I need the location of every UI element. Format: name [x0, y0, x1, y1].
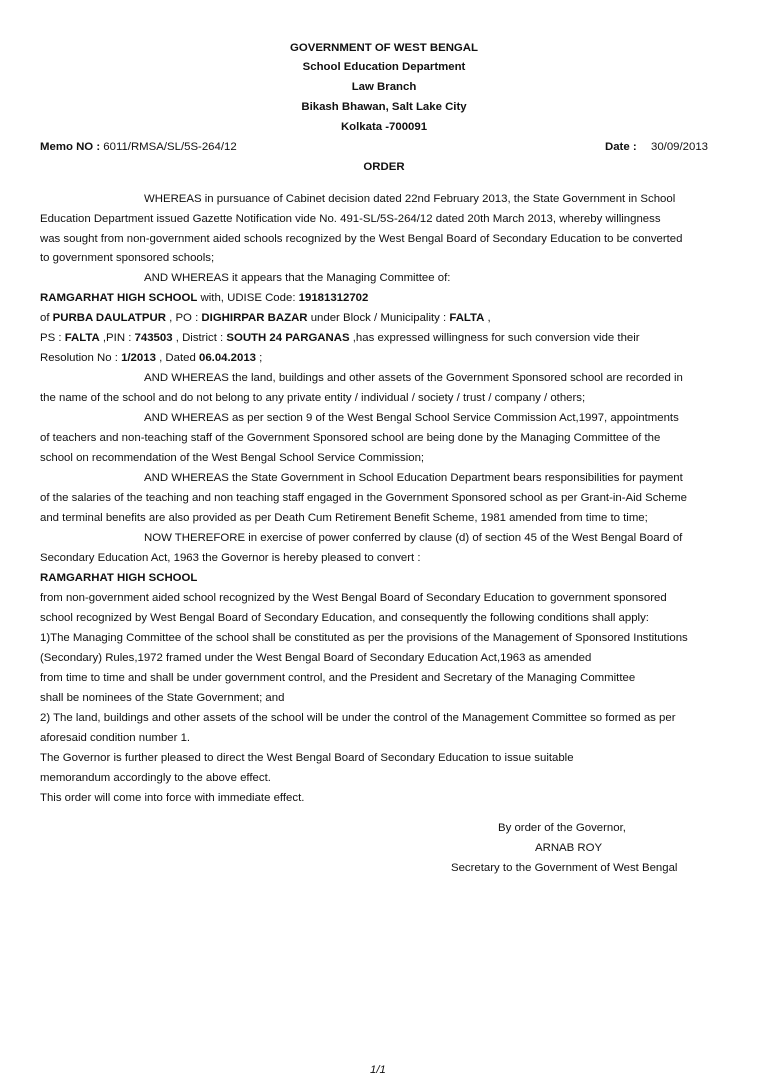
condition2-line1: 2) The land, buildings and other assets of the school will be under the control of the Management Committee so formed as per	[40, 712, 676, 724]
para5-line2: of the salaries of the teaching and non teaching staff engaged in the Government Sponsored school as per Grant-in-Aid Scheme	[40, 492, 687, 504]
pin-code: 743503	[134, 332, 173, 344]
block: FALTA	[449, 312, 485, 324]
header-branch: Law Branch	[351, 81, 417, 93]
resolution-number: 1/2013	[121, 352, 156, 364]
post-office: DIGHIRPAR BAZAR	[201, 312, 308, 324]
para5-line3: and terminal benefits are also provided as per Death Cum Retirement Benefit Scheme, 1981 amended from time to time;	[40, 512, 648, 524]
school-name: RAMGARHAT HIGH SCHOOL	[40, 292, 198, 304]
district-label: , District :	[175, 332, 224, 344]
governor-direction-line1: The Governor is further pleased to direct the West Bengal Board of Secondary Education to issue suitable	[40, 752, 574, 764]
para6-school-name: RAMGARHAT HIGH SCHOOL	[40, 572, 198, 584]
udise-label: with, UDISE Code:	[197, 292, 296, 304]
para1-line3: was sought from non-government aided schools recognized by the West Bengal Board of Secondary Education to be converted	[40, 233, 683, 245]
memo-date: 30/09/2013	[651, 141, 709, 153]
header-government: GOVERNMENT OF WEST BENGAL	[290, 42, 478, 54]
para4-line3: school on recommendation of the West Bengal School Service Commission;	[40, 452, 425, 464]
condition1-line2: (Secondary) Rules,1972 framed under the West Bengal Board of Secondary Education Act,1963 as amended	[40, 652, 592, 664]
para1-line2: Education Department issued Gazette Notification vide No. 491-SL/5S-264/12 dated 20th March 2013, whereby willingness	[40, 213, 661, 225]
para6-line2: Secondary Education Act, 1963 the Governor is hereby pleased to convert :	[40, 552, 421, 564]
page-number: 1/1	[370, 1064, 386, 1076]
pin-label: ,PIN :	[102, 332, 132, 344]
para4-line1: AND WHEREAS as per section 9 of the West Bengal School Service Commission Act,1997, appointments	[144, 412, 679, 424]
block-label: under Block / Municipality :	[310, 312, 447, 324]
para6-line3: from non-government aided school recognized by the West Bengal Board of Secondary Education to government sponsored	[40, 592, 667, 604]
condition1-line1: 1)The Managing Committee of the school shall be constituted as per the provisions of the Management of Sponsored Institutions	[40, 632, 688, 644]
para2-resolution-line	[40, 351, 262, 365]
effect-line: This order will come into force with immediate effect.	[40, 792, 305, 804]
village: PURBA DAULATPUR	[52, 312, 166, 324]
ps-label: PS :	[40, 332, 62, 344]
of-label: of	[40, 312, 50, 324]
memo-number: 6011/RMSA/SL/5S-264/12	[103, 141, 237, 153]
memo-label: Memo NO :	[40, 141, 101, 153]
para5-line1: AND WHEREAS the State Government in School Education Department bears responsibilities for payment	[144, 472, 683, 484]
para3-line1: AND WHEREAS the land, buildings and other assets of the Government Sponsored school are recorded in	[144, 372, 683, 384]
dated-label: , Dated	[159, 352, 196, 364]
resolution-label: Resolution No :	[40, 352, 118, 364]
district: SOUTH 24 PARGANAS	[226, 332, 350, 344]
condition2-line2: aforesaid condition number 1.	[40, 732, 191, 744]
header-address: Bikash Bhawan, Salt Lake City	[301, 101, 467, 113]
header-department: School Education Department	[302, 61, 466, 73]
memo-date-label: Date :	[605, 141, 637, 153]
condition1-line4: shall be nominees of the State Government; and	[40, 692, 285, 704]
para2-ps-line	[40, 331, 640, 345]
willingness-text: ,has expressed willingness for such conversion vide their	[352, 332, 640, 344]
para2-address-line	[40, 311, 491, 325]
para2-school-line	[40, 291, 368, 305]
order-title: ORDER	[363, 161, 405, 173]
po-label: , PO :	[169, 312, 199, 324]
para1-line4: to government sponsored schools;	[40, 252, 215, 264]
para1-line1: WHEREAS in pursuance of Cabinet decision dated 22nd February 2013, the State Government in School	[144, 193, 676, 205]
signatory-name: ARNAB ROY	[535, 842, 603, 854]
resolution-date: 06.04.2013	[198, 352, 256, 364]
memo-line	[40, 140, 237, 154]
semicolon: ;	[259, 352, 263, 364]
para2-line1: AND WHEREAS it appears that the Managing Committee of:	[144, 272, 451, 284]
header-city: Kolkata -700091	[340, 121, 428, 133]
para4-line2: of teachers and non-teaching staff of the Government Sponsored school are being done by the Managing Committee of the	[40, 432, 661, 444]
condition1-line3: from time to time and shall be under government control, and the President and Secretary of the Managing Committee	[40, 672, 636, 684]
signatory-designation: Secretary to the Government of West Bengal	[451, 862, 678, 874]
para6-line1: NOW THEREFORE in exercise of power conferred by clause (d) of section 45 of the West Bengal Board of	[144, 532, 683, 544]
police-station: FALTA	[64, 332, 100, 344]
governor-direction-line2: memorandum accordingly to the above effect.	[40, 772, 271, 784]
para6-line4: school recognized by West Bengal Board of Secondary Education, and consequently the following conditions shall apply:	[40, 612, 649, 624]
para3-line2: the name of the school and do not belong to any private entity / individual / society / trust / company / others;	[40, 392, 586, 404]
udise-code: 19181312702	[298, 292, 369, 304]
by-order-text: By order of the Governor,	[498, 822, 626, 834]
comma: ,	[487, 312, 491, 324]
